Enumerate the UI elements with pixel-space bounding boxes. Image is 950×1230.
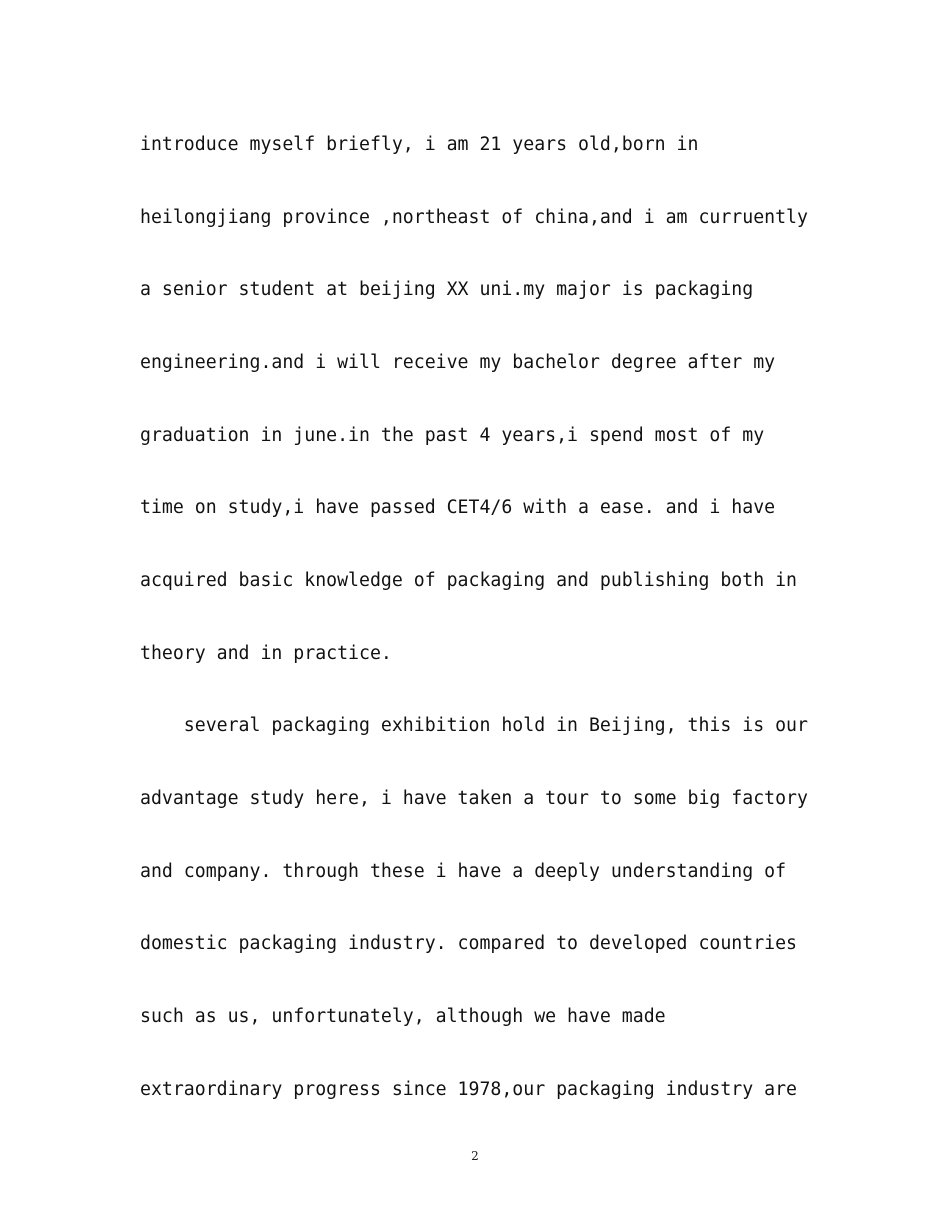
text-line: introduce myself briefly, i am 21 years old,born in xyxy=(140,134,699,155)
text-line: graduation in june.in the past 4 years,i spend most of my xyxy=(140,425,765,446)
text-line: engineering.and i will receive my bachelor degree after my xyxy=(140,352,776,373)
text-line: theory and in practice. xyxy=(140,643,392,664)
text-line: extraordinary progress since 1978,our packaging industry are xyxy=(140,1079,797,1100)
page-number: 2 xyxy=(471,1149,479,1163)
text-line: advantage study here, i have taken a tour to some big factory xyxy=(140,788,808,809)
text-line: time on study,i have passed CET4/6 with a ease. and i have xyxy=(140,497,776,518)
text-line: acquired basic knowledge of packaging and publishing both in xyxy=(140,570,797,591)
text-line: domestic packaging industry. compared to developed countries xyxy=(140,933,797,954)
text-line: and company. through these i have a deeply understanding of xyxy=(140,861,787,882)
text-line: a senior student at beijing XX uni.my major is packaging xyxy=(140,279,754,300)
text-line: several packaging exhibition hold in Beijing, this is our xyxy=(140,715,808,736)
text-line: such as us, unfortunately, although we have made xyxy=(140,1006,666,1027)
text-line: heilongjiang province ,northeast of china,and i am curruently xyxy=(140,207,808,228)
